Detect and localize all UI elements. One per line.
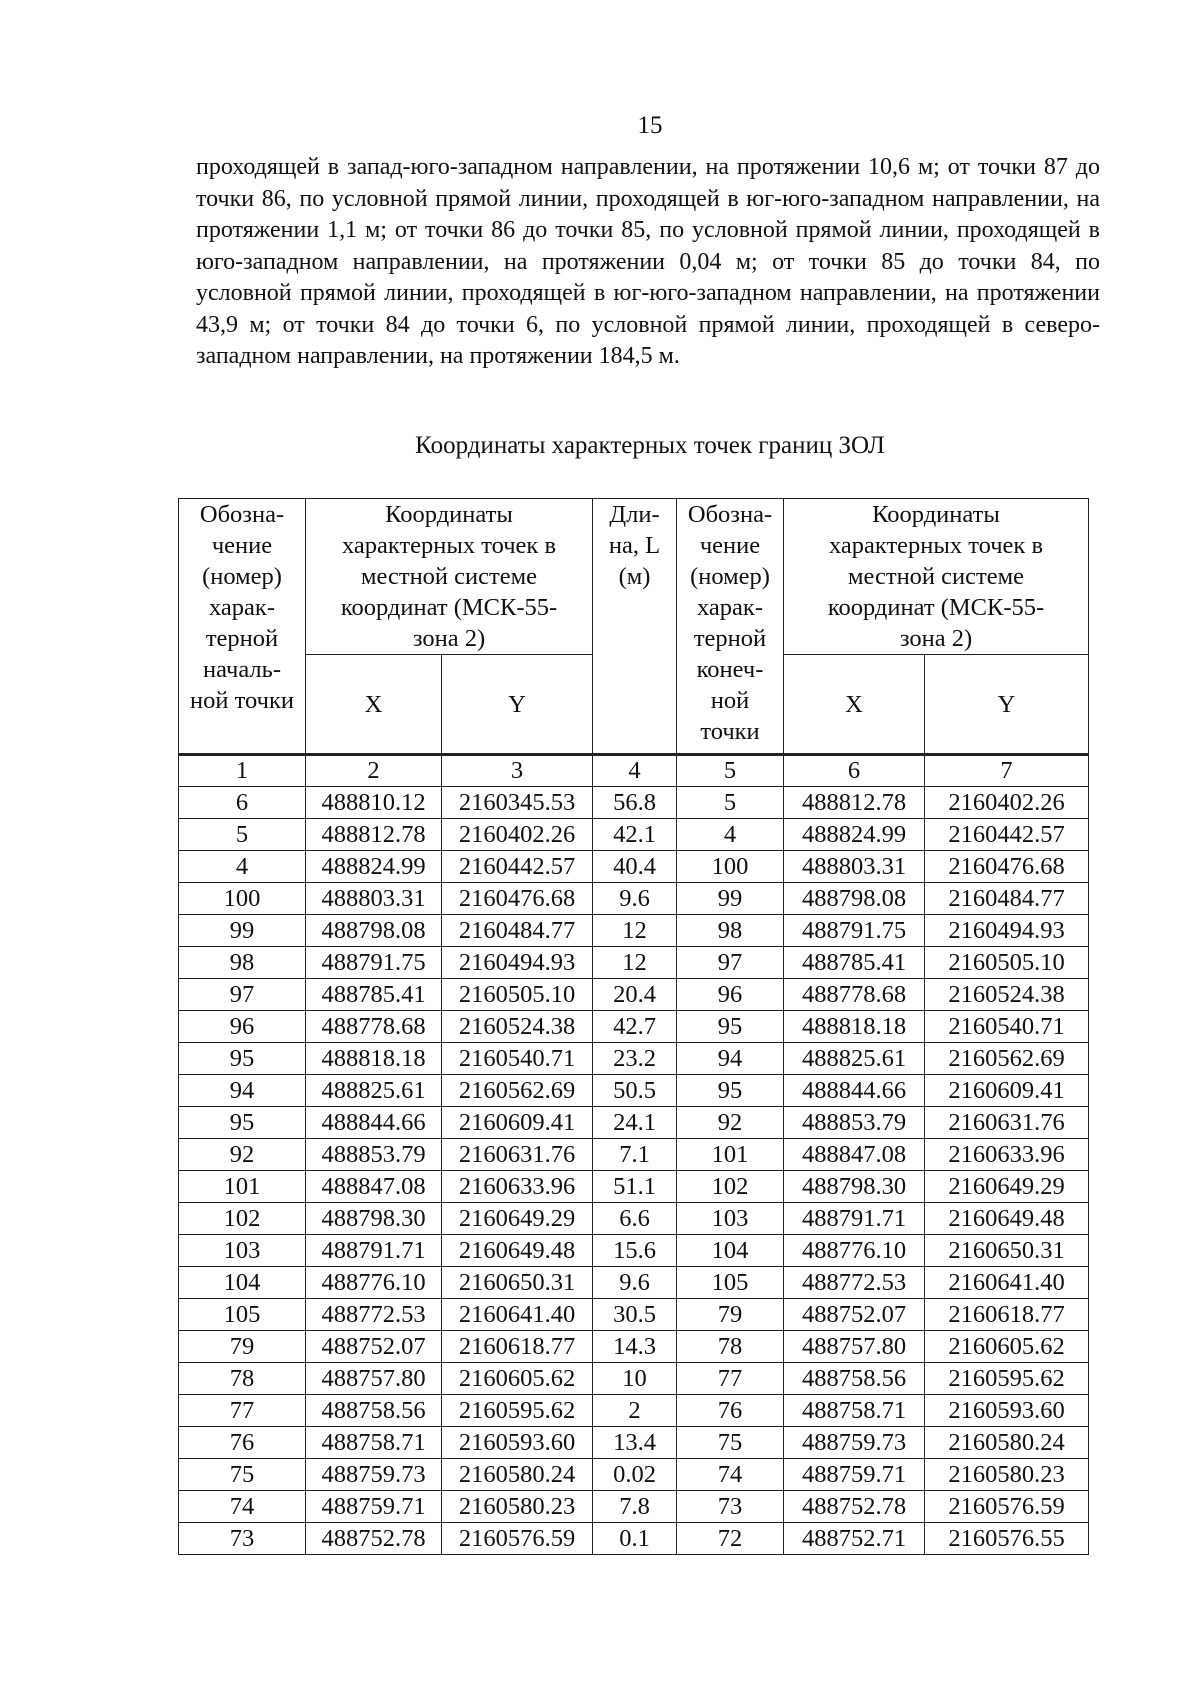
cell-x-start: 488772.53	[306, 1299, 442, 1331]
cell-end-point: 97	[677, 947, 784, 979]
cell-length: 40.4	[593, 851, 677, 883]
cell-start-point: 6	[179, 787, 306, 819]
cell-x-start: 488847.08	[306, 1171, 442, 1203]
cell-start-point: 79	[179, 1331, 306, 1363]
cell-y-end: 2160633.96	[925, 1139, 1089, 1171]
cell-start-point: 95	[179, 1107, 306, 1139]
table-row	[179, 1011, 1089, 1043]
cell-y-start: 2160402.26	[442, 819, 593, 851]
cell-x-start: 488791.71	[306, 1235, 442, 1267]
cell-y-end: 2160576.55	[925, 1523, 1089, 1555]
column-number: 6	[784, 755, 925, 787]
cell-y-start: 2160442.57	[442, 851, 593, 883]
table-row	[179, 979, 1089, 1011]
cell-x-end: 488759.71	[784, 1459, 925, 1491]
column-number: 1	[179, 755, 306, 787]
cell-x-end: 488825.61	[784, 1043, 925, 1075]
cell-start-point: 78	[179, 1363, 306, 1395]
header-length: Дли-на, L (м)	[593, 499, 677, 755]
column-number: 5	[677, 755, 784, 787]
cell-length: 23.2	[593, 1043, 677, 1075]
cell-end-point: 76	[677, 1395, 784, 1427]
cell-y-end: 2160609.41	[925, 1075, 1089, 1107]
table-row	[179, 1075, 1089, 1107]
cell-x-start: 488752.78	[306, 1523, 442, 1555]
cell-end-point: 77	[677, 1363, 784, 1395]
cell-y-start: 2160345.53	[442, 787, 593, 819]
cell-length: 13.4	[593, 1427, 677, 1459]
cell-length: 14.3	[593, 1331, 677, 1363]
cell-x-start: 488853.79	[306, 1139, 442, 1171]
cell-x-start: 488758.56	[306, 1395, 442, 1427]
cell-x-end: 488758.56	[784, 1363, 925, 1395]
cell-start-point: 77	[179, 1395, 306, 1427]
cell-start-point: 75	[179, 1459, 306, 1491]
table-caption: Координаты характерных точек границ ЗОЛ	[415, 432, 885, 459]
cell-end-point: 104	[677, 1235, 784, 1267]
cell-x-start: 488778.68	[306, 1011, 442, 1043]
cell-y-end: 2160476.68	[925, 851, 1089, 883]
cell-y-start: 2160476.68	[442, 883, 593, 915]
cell-end-point: 105	[677, 1267, 784, 1299]
header-y-end: Y	[925, 655, 1089, 755]
cell-end-point: 5	[677, 787, 784, 819]
cell-y-start: 2160484.77	[442, 915, 593, 947]
cell-y-start: 2160609.41	[442, 1107, 593, 1139]
header-x-start: X	[306, 655, 442, 755]
cell-end-point: 102	[677, 1171, 784, 1203]
cell-x-start: 488812.78	[306, 819, 442, 851]
cell-end-point: 73	[677, 1491, 784, 1523]
cell-x-end: 488812.78	[784, 787, 925, 819]
table-row	[179, 1523, 1089, 1555]
cell-start-point: 99	[179, 915, 306, 947]
cell-start-point: 4	[179, 851, 306, 883]
cell-length: 15.6	[593, 1235, 677, 1267]
cell-x-end: 488752.78	[784, 1491, 925, 1523]
cell-x-end: 488847.08	[784, 1139, 925, 1171]
table-row	[179, 1203, 1089, 1235]
cell-start-point: 101	[179, 1171, 306, 1203]
cell-y-start: 2160650.31	[442, 1267, 593, 1299]
header-x-end: X	[784, 655, 925, 755]
cell-x-start: 488803.31	[306, 883, 442, 915]
table-row	[179, 1363, 1089, 1395]
cell-start-point: 104	[179, 1267, 306, 1299]
cell-x-end: 488798.30	[784, 1171, 925, 1203]
cell-y-end: 2160562.69	[925, 1043, 1089, 1075]
table-row	[179, 1107, 1089, 1139]
cell-end-point: 101	[677, 1139, 784, 1171]
cell-length: 9.6	[593, 883, 677, 915]
cell-y-start: 2160649.48	[442, 1235, 593, 1267]
table-row	[179, 1139, 1089, 1171]
cell-x-end: 488798.08	[784, 883, 925, 915]
cell-x-end: 488818.18	[784, 1011, 925, 1043]
cell-length: 0.02	[593, 1459, 677, 1491]
table-row	[179, 1395, 1089, 1427]
cell-y-start: 2160631.76	[442, 1139, 593, 1171]
cell-x-end: 488772.53	[784, 1267, 925, 1299]
cell-y-end: 2160618.77	[925, 1299, 1089, 1331]
cell-length: 9.6	[593, 1267, 677, 1299]
cell-end-point: 79	[677, 1299, 784, 1331]
cell-x-start: 488824.99	[306, 851, 442, 883]
cell-end-point: 72	[677, 1523, 784, 1555]
cell-end-point: 96	[677, 979, 784, 1011]
table-row	[179, 1267, 1089, 1299]
table-row	[179, 851, 1089, 883]
cell-x-end: 488844.66	[784, 1075, 925, 1107]
cell-end-point: 100	[677, 851, 784, 883]
column-number: 3	[442, 755, 593, 787]
table-row	[179, 1171, 1089, 1203]
cell-start-point: 98	[179, 947, 306, 979]
cell-y-end: 2160649.48	[925, 1203, 1089, 1235]
cell-start-point: 95	[179, 1043, 306, 1075]
column-number-row	[179, 755, 1089, 787]
table-row	[179, 787, 1089, 819]
cell-y-start: 2160494.93	[442, 947, 593, 979]
cell-x-start: 488752.07	[306, 1331, 442, 1363]
cell-start-point: 76	[179, 1427, 306, 1459]
cell-end-point: 92	[677, 1107, 784, 1139]
cell-x-end: 488752.71	[784, 1523, 925, 1555]
cell-start-point: 103	[179, 1235, 306, 1267]
cell-length: 30.5	[593, 1299, 677, 1331]
cell-y-start: 2160576.59	[442, 1523, 593, 1555]
cell-y-start: 2160524.38	[442, 1011, 593, 1043]
cell-length: 42.1	[593, 819, 677, 851]
cell-x-end: 488803.31	[784, 851, 925, 883]
cell-y-start: 2160605.62	[442, 1363, 593, 1395]
cell-y-start: 2160649.29	[442, 1203, 593, 1235]
body-paragraph: проходящей в запад-юго-западном направлении, на протяжении 10,6 м; от точки 87 до точки 86, по условной прямой линии, проходящей в юг-юго-западном направлении, на протяжении 1,1 м; от точки 86 до точки 85, по условной прямой линии, проходящей в юго-западном направлении, на протяжении 0,04 м; от точки 85 до точки 84, по условной прямой линии, проходящей в юг-юго-западном направлении, на протяжении 43,9 м; от точки 84 до точки 6, по условной прямой линии, проходящей в северо-западном направлении, на протяжении 184,5 м.	[196, 154, 1100, 369]
column-number: 7	[925, 755, 1089, 787]
table-row	[179, 1491, 1089, 1523]
cell-y-end: 2160505.10	[925, 947, 1089, 979]
table-row	[179, 915, 1089, 947]
cell-y-end: 2160580.24	[925, 1427, 1089, 1459]
cell-y-end: 2160540.71	[925, 1011, 1089, 1043]
cell-y-end: 2160650.31	[925, 1235, 1089, 1267]
cell-length: 7.8	[593, 1491, 677, 1523]
cell-start-point: 105	[179, 1299, 306, 1331]
cell-y-end: 2160595.62	[925, 1363, 1089, 1395]
table-row	[179, 1331, 1089, 1363]
header-y-start: Y	[442, 655, 593, 755]
cell-x-start: 488810.12	[306, 787, 442, 819]
cell-y-start: 2160593.60	[442, 1427, 593, 1459]
cell-y-end: 2160580.23	[925, 1459, 1089, 1491]
cell-x-start: 488825.61	[306, 1075, 442, 1107]
cell-length: 24.1	[593, 1107, 677, 1139]
cell-y-end: 2160576.59	[925, 1491, 1089, 1523]
cell-x-start: 488844.66	[306, 1107, 442, 1139]
cell-length: 56.8	[593, 787, 677, 819]
cell-y-start: 2160641.40	[442, 1299, 593, 1331]
header-coords-start: Координаты характерных точек в местной системе координат (МСК-55-зона 2)	[306, 499, 593, 655]
cell-y-start: 2160580.24	[442, 1459, 593, 1491]
cell-y-start: 2160505.10	[442, 979, 593, 1011]
cell-x-end: 488778.68	[784, 979, 925, 1011]
column-number: 2	[306, 755, 442, 787]
cell-end-point: 95	[677, 1075, 784, 1107]
cell-x-end: 488776.10	[784, 1235, 925, 1267]
cell-y-start: 2160595.62	[442, 1395, 593, 1427]
cell-y-end: 2160641.40	[925, 1267, 1089, 1299]
cell-x-end: 488824.99	[784, 819, 925, 851]
cell-y-start: 2160540.71	[442, 1043, 593, 1075]
cell-y-end: 2160484.77	[925, 883, 1089, 915]
table-row	[179, 1427, 1089, 1459]
table-row	[179, 1459, 1089, 1491]
cell-y-start: 2160618.77	[442, 1331, 593, 1363]
cell-end-point: 99	[677, 883, 784, 915]
cell-start-point: 5	[179, 819, 306, 851]
cell-x-end: 488757.80	[784, 1331, 925, 1363]
cell-x-start: 488798.30	[306, 1203, 442, 1235]
cell-start-point: 96	[179, 1011, 306, 1043]
table-row	[179, 947, 1089, 979]
cell-length: 7.1	[593, 1139, 677, 1171]
cell-length: 12	[593, 947, 677, 979]
cell-start-point: 73	[179, 1523, 306, 1555]
cell-y-end: 2160631.76	[925, 1107, 1089, 1139]
table-row	[179, 1043, 1089, 1075]
cell-x-end: 488853.79	[784, 1107, 925, 1139]
cell-y-start: 2160580.23	[442, 1491, 593, 1523]
table-row	[179, 883, 1089, 915]
cell-y-end: 2160442.57	[925, 819, 1089, 851]
cell-start-point: 102	[179, 1203, 306, 1235]
cell-start-point: 92	[179, 1139, 306, 1171]
cell-start-point: 97	[179, 979, 306, 1011]
cell-length: 42.7	[593, 1011, 677, 1043]
cell-x-end: 488759.73	[784, 1427, 925, 1459]
header-start-point: Обозна-чение (номер) харак-терной началь-ной точки	[179, 499, 306, 755]
cell-start-point: 74	[179, 1491, 306, 1523]
cell-y-start: 2160633.96	[442, 1171, 593, 1203]
cell-x-start: 488759.71	[306, 1491, 442, 1523]
cell-end-point: 94	[677, 1043, 784, 1075]
cell-end-point: 4	[677, 819, 784, 851]
page-number: 15	[637, 112, 663, 139]
cell-x-start: 488757.80	[306, 1363, 442, 1395]
cell-x-start: 488785.41	[306, 979, 442, 1011]
cell-end-point: 95	[677, 1011, 784, 1043]
cell-x-end: 488752.07	[784, 1299, 925, 1331]
cell-length: 50.5	[593, 1075, 677, 1107]
cell-end-point: 78	[677, 1331, 784, 1363]
cell-length: 20.4	[593, 979, 677, 1011]
cell-end-point: 103	[677, 1203, 784, 1235]
cell-length: 0.1	[593, 1523, 677, 1555]
cell-start-point: 94	[179, 1075, 306, 1107]
table-row	[179, 1235, 1089, 1267]
cell-length: 12	[593, 915, 677, 947]
cell-x-start: 488776.10	[306, 1267, 442, 1299]
cell-length: 51.1	[593, 1171, 677, 1203]
cell-x-start: 488818.18	[306, 1043, 442, 1075]
cell-x-start: 488798.08	[306, 915, 442, 947]
cell-y-end: 2160593.60	[925, 1395, 1089, 1427]
cell-end-point: 74	[677, 1459, 784, 1491]
cell-end-point: 75	[677, 1427, 784, 1459]
cell-x-start: 488758.71	[306, 1427, 442, 1459]
cell-y-start: 2160562.69	[442, 1075, 593, 1107]
table-row	[179, 1299, 1089, 1331]
cell-y-end: 2160494.93	[925, 915, 1089, 947]
cell-x-end: 488785.41	[784, 947, 925, 979]
cell-y-end: 2160524.38	[925, 979, 1089, 1011]
column-number: 4	[593, 755, 677, 787]
cell-length: 6.6	[593, 1203, 677, 1235]
cell-length: 2	[593, 1395, 677, 1427]
cell-end-point: 98	[677, 915, 784, 947]
cell-y-end: 2160402.26	[925, 787, 1089, 819]
cell-x-end: 488791.75	[784, 915, 925, 947]
cell-length: 10	[593, 1363, 677, 1395]
coordinates-table	[178, 498, 1089, 1555]
cell-start-point: 100	[179, 883, 306, 915]
table-row	[179, 819, 1089, 851]
header-coords-end: Координаты характерных точек в местной системе координат (МСК-55-зона 2)	[784, 499, 1089, 655]
cell-x-end: 488791.71	[784, 1203, 925, 1235]
header-end-point: Обозна-чение (номер) харак-терной конеч-ной точки	[677, 499, 784, 755]
cell-x-start: 488791.75	[306, 947, 442, 979]
cell-x-end: 488758.71	[784, 1395, 925, 1427]
cell-y-end: 2160605.62	[925, 1331, 1089, 1363]
cell-x-start: 488759.73	[306, 1459, 442, 1491]
cell-y-end: 2160649.29	[925, 1171, 1089, 1203]
